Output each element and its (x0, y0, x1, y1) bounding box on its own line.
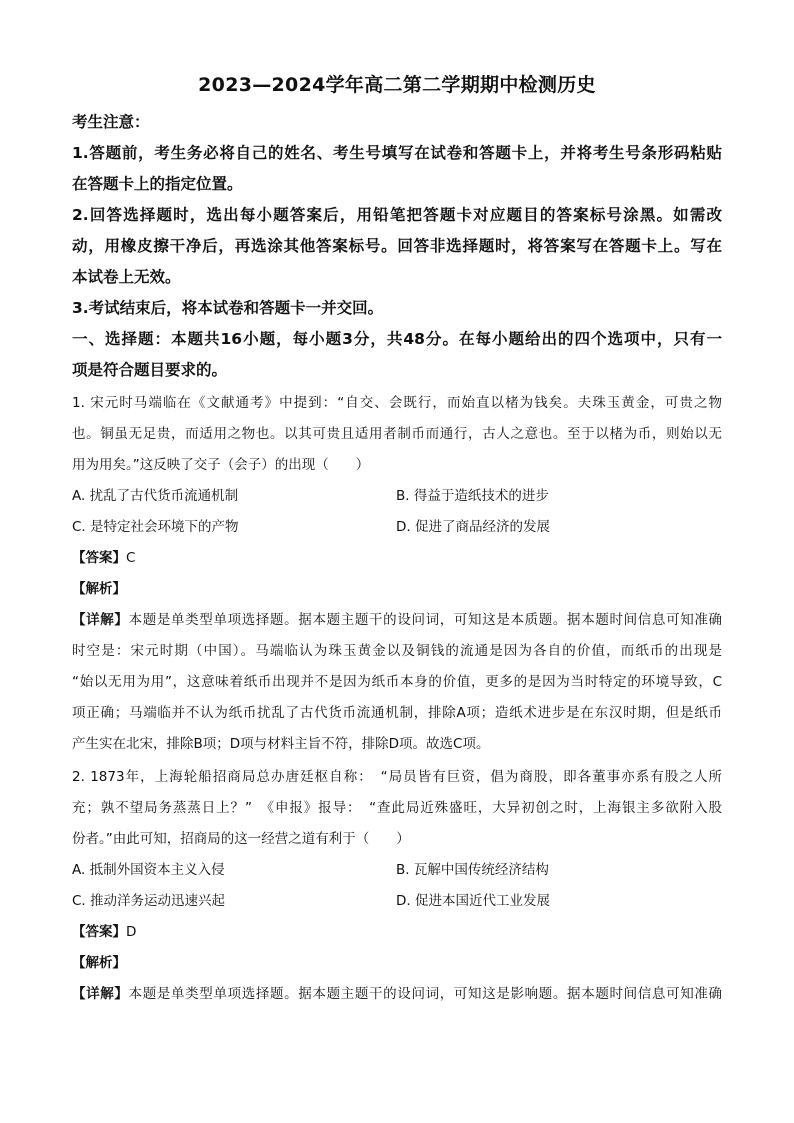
option-c: C. 是特定社会环境下的产物 (72, 519, 239, 535)
section-heading: 项是符合题目要求的。 (72, 361, 228, 379)
option-b: B. 瓦解中国传统经济结构 (396, 862, 549, 878)
question-stem: 1. 宋元时马端临在《文献通考》中提到：“自交、会既行，而始直以楮为钱矣。夫珠玉黄金，可贵之物 (72, 395, 722, 411)
answer-value: D (126, 924, 137, 940)
analysis-line (72, 951, 722, 971)
notice-line: 动，用橡皮擦干净后，再选涂其他答案标号。回答非选择题时，将答案写在答题卡上。写在 (72, 237, 722, 255)
detail-line (72, 982, 722, 1002)
page-title: 2023—2024学年高二第二学期期中检测历史 (198, 74, 596, 96)
detail-label: 【详解】 (72, 986, 129, 1002)
notice-line: 本试卷上无效。 (72, 268, 181, 286)
detail-label: 【详解】 (72, 612, 129, 628)
answer-label: 【答案】 (72, 550, 126, 566)
detail-line: 产生实在北宋，排除B项；D项与材料主旨不符，排除D项。故选C项。 (72, 736, 490, 752)
detail-text: 本题是单类型单项选择题。据本题主题干的设问词，可知这是影响题。据本题时间信息可知准确 (128, 986, 722, 1002)
question-stem: 份者。”由此可知，招商局的这一经营之道有利于（ ） (72, 831, 410, 847)
analysis-label: 【解析】 (72, 955, 126, 971)
detail-line: 时空是：宋元时期（中国）。马端临认为珠玉黄金以及铜钱的流通是因为各自的价值，而纸币的出现是 (72, 643, 722, 659)
detail-text: 本题是单类型单项选择题。据本题主题干的设问词，可知这是本质题。据本题时间信息可知准确 (128, 612, 722, 628)
section-heading: 一、选择题：本题共16小题，每小题3分，共48分。在每小题给出的四个选项中，只有一 (72, 330, 722, 348)
answer-label: 【答案】 (72, 924, 126, 940)
option-a: A. 扰乱了古代货币流通机制 (72, 488, 239, 504)
notice-line: 1.答题前，考生务必将自己的姓名、考生号填写在试卷和答题卡上，并将考生号条形码粘贴 (72, 144, 722, 162)
notice-line: 在答题卡上的指定位置。 (72, 175, 243, 193)
notice-heading: 考生注意： (72, 113, 150, 131)
notice-line: 2.回答选择题时，选出每小题答案后，用铅笔把答题卡对应题目的答案标号涂黑。如需改 (72, 206, 722, 224)
detail-line: “始以无用为用”，这意味着纸币出现并不是因为纸币本身的价值，更多的是因为当时特定的环境导致，C (72, 674, 722, 690)
option-a: A. 抵制外国资本主义入侵 (72, 862, 225, 878)
option-b: B. 得益于造纸技术的进步 (396, 488, 549, 504)
question-stem: 用为用矣。”这反映了交子（会子）的出现（ ） (72, 457, 370, 473)
question-stem: 充；孰不望局务蒸蒸日上？” 《申报》报导： “查此局近殊盛旺，大异初创之时，上海银主多欲附入股 (72, 800, 722, 816)
detail-line (72, 608, 722, 628)
question-stem: 也。铜虽无足贵，而适用之物也。以其可贵且适用者制币而通行，古人之意也。至于以楮为币，则始以无 (72, 426, 722, 442)
detail-line: 项正确；马端临并不认为纸币扰乱了古代货币流通机制，排除A项；造纸术进步是在东汉时期，但是纸币 (72, 705, 722, 721)
answer-value: C (126, 550, 136, 566)
analysis-line (72, 577, 722, 597)
answer-line (72, 920, 722, 940)
option-d: D. 促进本国近代工业发展 (396, 893, 550, 909)
question-stem: 2. 1873年，上海轮船招商局总办唐廷枢自称： “局员皆有巨资，倡为商股，即各董事亦系有股之人所 (72, 769, 722, 785)
analysis-label: 【解析】 (72, 581, 126, 597)
option-c: C. 推动洋务运动迅速兴起 (72, 893, 226, 909)
option-d: D. 促进了商品经济的发展 (396, 519, 550, 535)
notice-line: 3.考试结束后，将本试卷和答题卡一并交回。 (72, 299, 384, 317)
answer-line (72, 546, 722, 566)
